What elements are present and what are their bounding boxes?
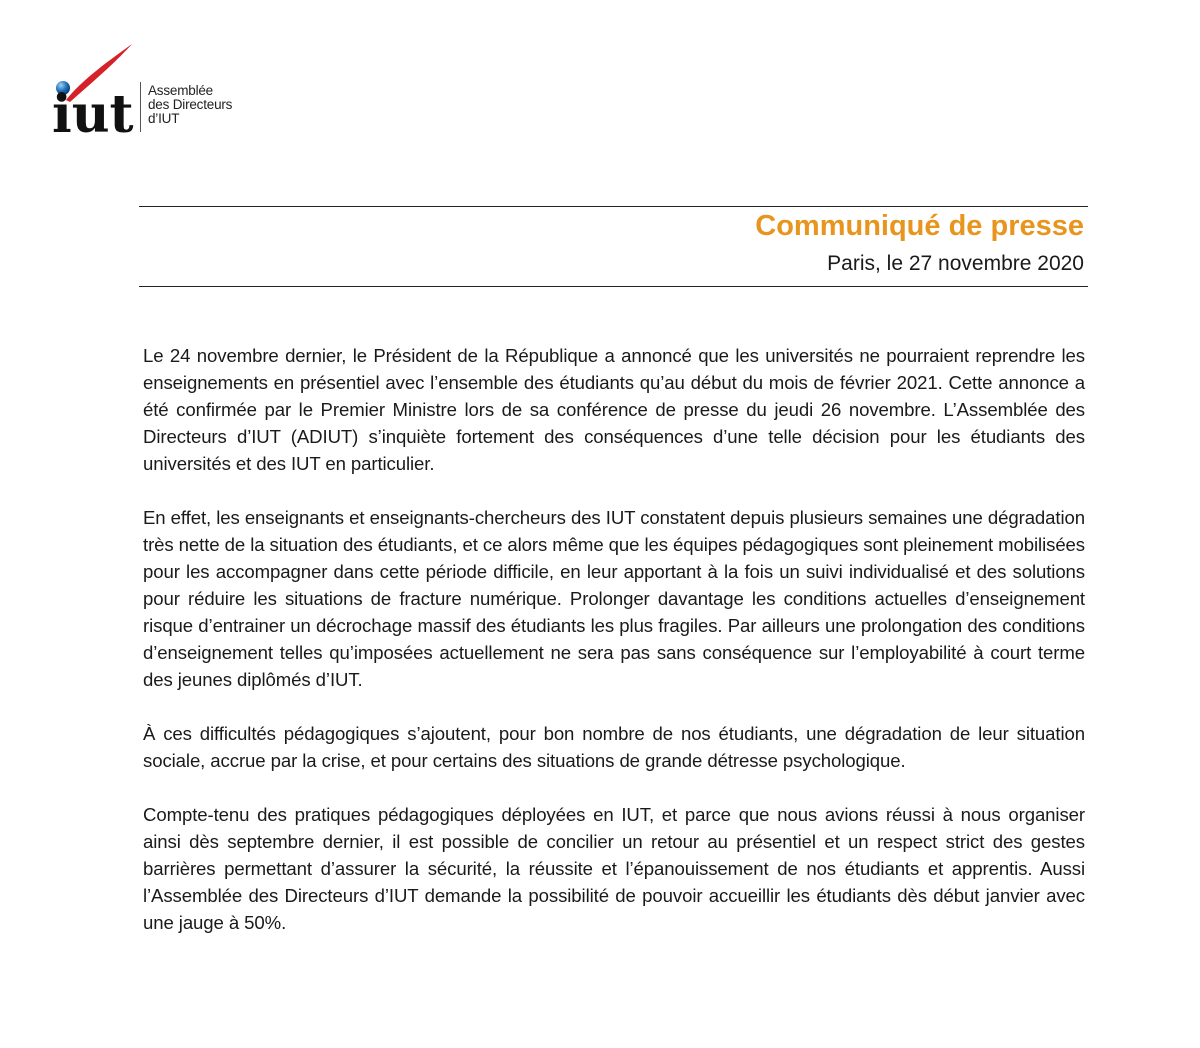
header-top-rule [139, 206, 1088, 207]
iut-logo-mark [52, 40, 142, 140]
logo-divider [140, 82, 141, 132]
logo-line: Assemblée [148, 83, 213, 98]
paragraph: À ces difficultés pédagogiques s’ajoutent, pour bon nombre de nos étudiants, une dégradation de leur situation sociale, accrue par la crise, et pour certains des situations de grande détresse psychologique. [143, 723, 1085, 771]
logo-organisation-name [148, 84, 232, 126]
press-release-body [143, 342, 1085, 963]
header-bottom-rule [139, 286, 1088, 287]
document-title: Communiqué de presse [755, 210, 1084, 242]
logo-wordmark: iut [52, 84, 134, 140]
document-date: Paris, le 27 novembre 2020 [827, 252, 1084, 275]
logo-line: d’IUT [148, 111, 180, 126]
paragraph: En effet, les enseignants et enseignants-chercheurs des IUT constatent depuis plusieurs semaines une dégradation très nette de la situation des étudiants, et ce alors même que les équipes pédagogiques sont pleinement mobilisées pour les accompagner dans cette période difficile, en leur apportant à la fois un suivi individualisé et des solutions pour réduire les situations de fracture numérique. Prolonger davantage les conditions actuelles d’enseignement risque d’entrainer un décrochage massif des étudiants les plus fragiles. Par ailleurs une prolongation des conditions d’enseignement telles qu’imposées actuellement ne sera pas sans conséquence sur l’employabilité à court terme des jeunes diplômés d’IUT. [143, 507, 1085, 690]
paragraph: Le 24 novembre dernier, le Président de la République a annoncé que les universités ne pourraient reprendre les enseignements en présentiel avec l’ensemble des étudiants qu’au début du mois de février 2021. Cette annonce a été confirmée par le Premier Ministre lors de sa conférence de presse du jeudi 26 novembre. L’Assemblée des Directeurs d’IUT (ADIUT) s’inquiète fortement des conséquences d’une telle décision pour les étudiants des universités et des IUT en particulier. [143, 345, 1085, 474]
logo-line: des Directeurs [148, 97, 233, 112]
iut-logo [52, 40, 242, 140]
paragraph: Compte-tenu des pratiques pédagogiques déployées en IUT, et parce que nous avions réussi à nous organiser ainsi dès septembre dernier, il est possible de concilier un retour au présentiel et un respect strict des gestes barrières permettant d’assurer la sécurité, la réussite et l’épanouissement de nos étudiants et apprentis. Aussi l’Assemblée des Directeurs d’IUT demande la possibilité de pouvoir accueillir les étudiants dès début janvier avec une jauge à 50%. [143, 804, 1085, 933]
